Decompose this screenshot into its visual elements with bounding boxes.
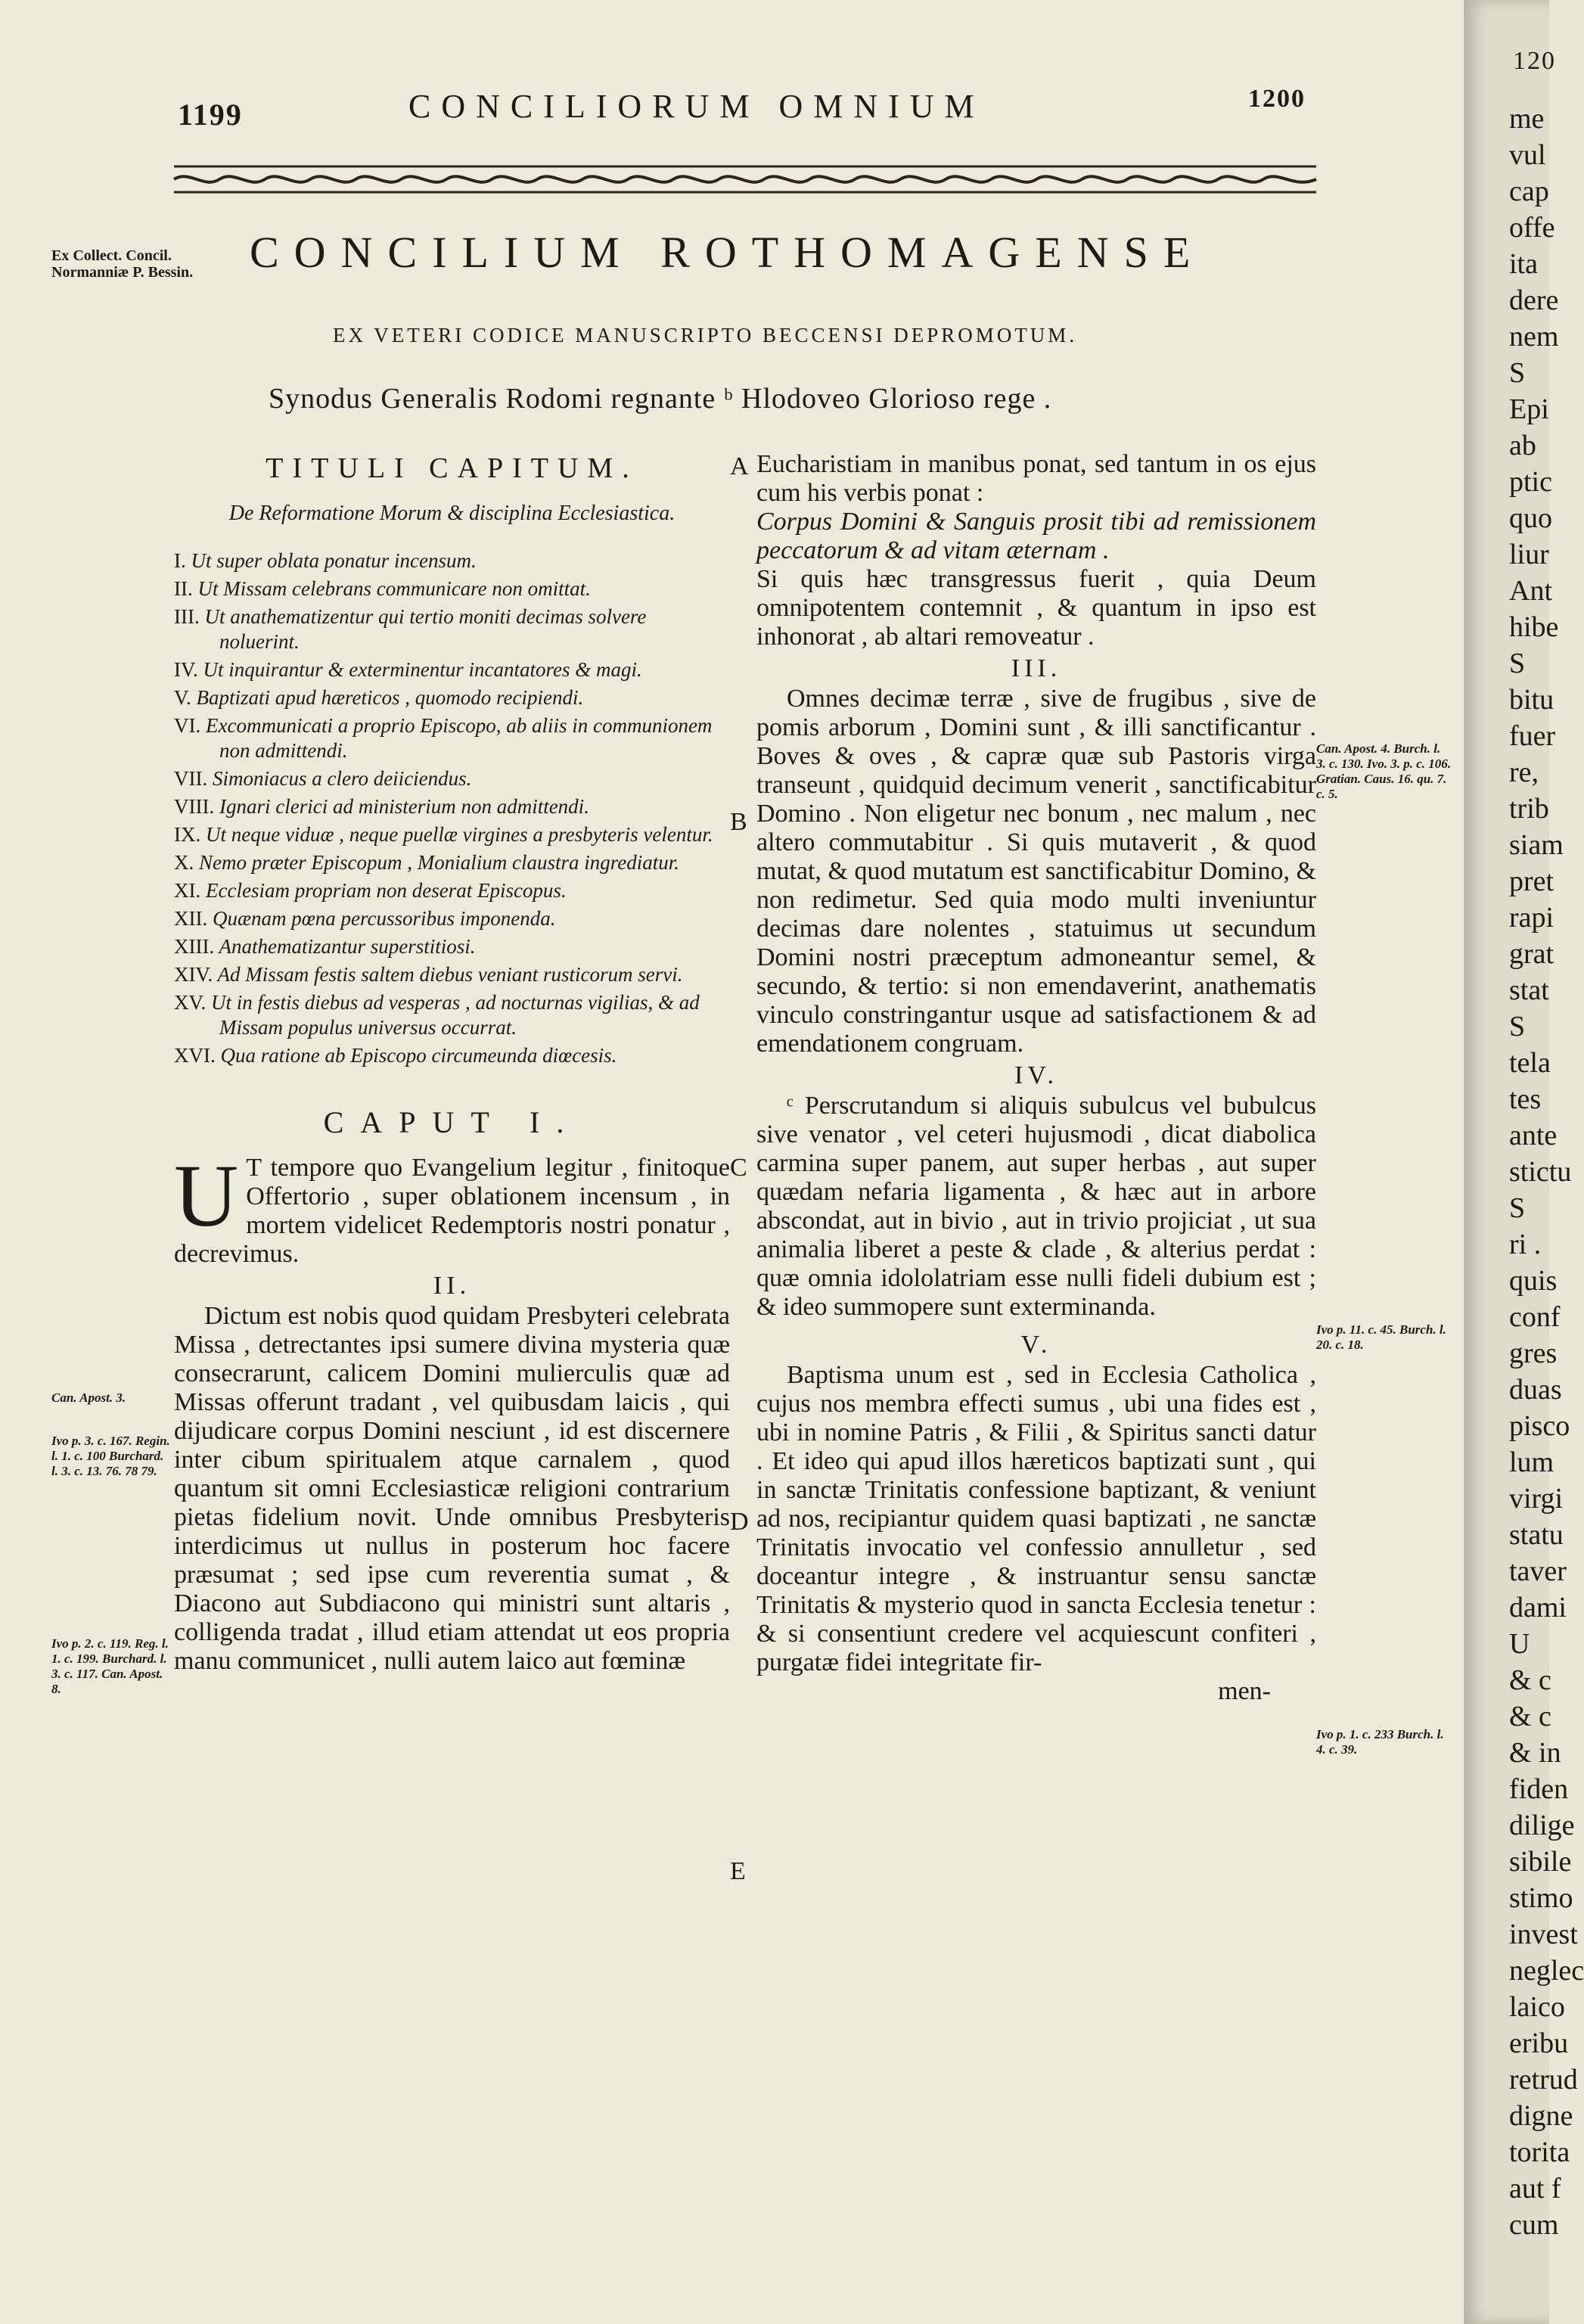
tituli-item [174, 906, 730, 931]
facing-page-fragment: retrud [1509, 2064, 1578, 2096]
facing-page-fragment: S [1509, 357, 1526, 389]
facing-page-fragment: quis [1509, 1265, 1558, 1297]
margin-note-right: Ivo p. 1. c. 233 Burch. l. 4. c. 39. [1316, 1727, 1444, 1757]
facing-page-fragment: tela [1509, 1047, 1551, 1079]
facing-page-fragment: gres [1509, 1338, 1558, 1369]
tituli-item-number: I. [174, 549, 186, 572]
tituli-item-number: XIV. [174, 963, 213, 986]
facing-page-fragment: conf [1509, 1301, 1561, 1333]
caput-1-body: T tempore quo Evangelium legitur , finitoque Offertorio , super oblationem incensum , in mortem videlicet Redemptoris nostri ponatur , decrevimus. [174, 1154, 730, 1268]
tituli-item [174, 934, 730, 959]
section-marker-c: C [730, 1154, 747, 1182]
margin-note-left: Ivo p. 3. c. 167. Regin. l. 1. c. 100 Burchard. l. 3. c. 13. 76. 78 79. [51, 1434, 170, 1478]
tituli-item-number: IV. [174, 658, 198, 681]
facing-page-fragment: stimo [1509, 1882, 1573, 1914]
facing-page-fragment: S [1509, 1011, 1526, 1042]
facing-page-fragment: ante [1509, 1120, 1558, 1151]
section-marker-b: B [730, 808, 747, 836]
tituli-item [174, 962, 730, 987]
facing-page-edge [1464, 0, 1584, 2324]
facing-page-fragment: ptic [1509, 466, 1552, 498]
facing-page-fragment: quo [1509, 502, 1552, 534]
facing-page-fragment: & c [1509, 1701, 1551, 1732]
facing-page-fragment: sibile [1509, 1846, 1572, 1878]
tituli-item-text: Ut super oblata ponatur incensum. [191, 549, 477, 572]
chapter-5-text: Baptisma unum est , sed in Ecclesia Catholica , cujus nos membra effecti sumus , ubi una fides est , ubi in nomine Patris , & Filii , & Spiritus sancti datur . Et ideo qui apud illos hæreticos baptizati sunt , qui in sanctæ Trinitatis confessione baptizant, & veniunt ad nos, recipiantur quidem quasi baptizati , ne sanctæ Trinitatis invocatio vel confessio annulletur , sed doceantur integre , & instruantur sensu sanctæ Trinitatis & mysterio quod in sancta Ecclesia tenetur : & si consentiunt credere vel acquiescunt confiteri , purgatæ fidei integritate fir- [756, 1361, 1316, 1676]
caput-1-text [174, 1146, 730, 1269]
tituli-item-number: XI. [174, 879, 201, 902]
facing-page-fragment: S [1509, 1192, 1526, 1224]
continuation-formula: Corpus Domini & Sanguis prosit tibi ad remissionem peccatorum & ad vitam æternam . [756, 508, 1316, 564]
facing-page-fragment: pret [1509, 865, 1554, 897]
facing-page-fragment: ab [1509, 430, 1536, 461]
facing-page-fragment: offe [1509, 212, 1555, 244]
chapter-4-number: IV. [1014, 1061, 1058, 1089]
facing-page-fragment: bitu [1509, 684, 1554, 716]
margin-note-left: Ivo p. 2. c. 119. Reg. l. 1. c. 199. Burchard. l. 3. c. 117. Can. Apost. 8. [51, 1636, 169, 1696]
tituli-item-number: VI. [174, 714, 201, 737]
facing-page-fragment: torita [1509, 2136, 1570, 2168]
facing-page-fragment: nem [1509, 321, 1559, 353]
facing-page-fragment: U [1509, 1628, 1530, 1660]
facing-page-fragment: me [1509, 103, 1545, 135]
chapter-2-text: Dictum est nobis quod quidam Presbyteri celebrata Missa , detrectantes ipsi sumere divina mysteria quæ consecrarunt, calicem Domini mulierculis quæ ad Missas offerunt tradant , vel quibusdam laicis , qui dijudicare corpus Domini nesciunt , id est discernere inter cibum spiritualem atque carnalem , quod quantum sit omni Ecclesiasticæ religioni contrarium pietas fidelium novit. Unde omnibus Presbyteris interdicimus ut nullus in posterum hoc facere præsumat ; sed ipse cum reverentia sumat , & Diacono aut Subdiacono qui ministri sunt altaris , colligenda tradat , illud etiam attendat ut eos propria manu communicet , nulli autem laico aut fœminæ [174, 1302, 730, 1675]
tituli-item-number: III. [174, 605, 200, 628]
tituli-item-text: Quænam pœna percussoribus imponenda. [212, 907, 556, 930]
facing-page-fragment: & in [1509, 1737, 1561, 1769]
catchword: men- [1218, 1677, 1271, 1705]
facing-page-fragment: pisco [1509, 1410, 1570, 1442]
tituli-item [174, 850, 730, 875]
facing-page-number: 120 [1513, 47, 1556, 75]
chapter-5-number: V. [1020, 1331, 1052, 1359]
facing-page-fragment: rapi [1509, 902, 1554, 934]
facing-page-fragment: & c [1509, 1664, 1551, 1696]
facing-page-fragment: ri . [1509, 1229, 1542, 1260]
tituli-item-number: VIII. [174, 795, 215, 818]
facing-page-fragment: eribu [1509, 2027, 1569, 2059]
facing-page-fragment: aut f [1509, 2173, 1561, 2204]
margin-note-right: Can. Apost. 4. Burch. l. 3. c. 130. Ivo. 3. p. c. 106. Gratian. Caus. 16. qu. 7. c. 5. [1316, 741, 1452, 801]
tituli-item-text: Simoniacus a clero deiiciendus. [212, 767, 472, 790]
facing-page-fragment: invest [1509, 1919, 1578, 1950]
chapter-4-text: ᶜ Perscrutandum si aliquis subulcus vel bubulcus sive venator , vel ceteri hujusmodi , dicat diabolica carmina super panem, aut super herbas , aut super quædam nefaria ligamenta , & hæc aut in arbore abscondat, aut in bivio , aut in trivio projiciat , ut sua animalia liberet a peste & clade , & alterius perdat : quæ omnia idololatriam esse nulli fideli dubium est ; & ideo summopere sunt exterminanda. [756, 1092, 1316, 1321]
facing-page-fragment: hibe [1509, 611, 1559, 643]
tituli-item-text: Qua ratione ab Episcopo circumeunda diœcesis. [220, 1044, 617, 1067]
tituli-item [174, 657, 730, 682]
tituli-item-text: Ad Missam festis saltem diebus veniant rusticorum servi. [217, 963, 683, 986]
facing-page-fragment: liur [1509, 539, 1549, 570]
facing-page-fragment: cum [1509, 2209, 1559, 2241]
facing-page-fragment: dere [1509, 284, 1559, 316]
council-title: CONCILIUM ROTHOMAGENSE [250, 228, 1206, 277]
tituli-item-text: Excommunicati a proprio Episcopo, ab aliis in communionem non admittendi. [206, 714, 713, 762]
continuation-text: Eucharistiam in manibus ponat, sed tantum in os ejus cum his verbis ponat : [756, 450, 1316, 507]
facing-page-fragment: cap [1509, 176, 1549, 207]
right-column [756, 450, 1316, 1706]
tituli-item [174, 604, 730, 654]
facing-page-fragment: statu [1509, 1519, 1564, 1551]
facing-page-fragment: S [1509, 648, 1526, 679]
facing-page-fragment: dami [1509, 1592, 1567, 1623]
council-subtitle: EX VETERI CODICE MANUSCRIPTO BECCENSI DEPROMOTUM. [333, 324, 1078, 346]
tituli-item [174, 878, 730, 903]
tituli-item [174, 713, 730, 763]
facing-page-fragment: lum [1509, 1446, 1554, 1478]
tituli-item-number: XVI. [174, 1044, 216, 1067]
facing-page-fragment: Epi [1509, 393, 1549, 425]
tituli-item-number: II. [174, 577, 193, 600]
facing-page-fragment: vul [1509, 139, 1546, 171]
chapter-2-number: II. [433, 1272, 471, 1300]
margin-note-right: Ivo p. 11. c. 45. Burch. l. 20. c. 18. [1316, 1322, 1446, 1352]
page-number-right: 1200 [1248, 85, 1306, 113]
continuation-text-2: Si quis hæc transgressus fuerit , quia Deum omnipotentem contemnit , & quantum in ipso est inhonorat , ab altari removeatur . [756, 565, 1316, 651]
tituli-item [174, 822, 730, 847]
tituli-item-number: XIII. [174, 935, 215, 958]
section-marker-a: A [730, 452, 749, 480]
tituli-item-text: Ut anathematizentur qui tertio moniti decimas solvere noluerint. [204, 605, 647, 653]
tituli-item [174, 548, 730, 573]
tituli-item-text: Nemo præter Episcopum , Monialium claustra ingrediatur. [199, 851, 679, 874]
facing-page-fragment: stat [1509, 974, 1549, 1006]
section-marker-e: E [730, 1857, 746, 1885]
tituli-item-number: XV. [174, 991, 207, 1014]
tituli-item-number: XII. [174, 907, 208, 930]
tituli-item [174, 794, 730, 819]
facing-page-fragment: duas [1509, 1374, 1562, 1406]
tituli-item [174, 1043, 730, 1068]
facing-page-fragment: fuer [1509, 720, 1556, 752]
facing-page-fragment: stictu [1509, 1156, 1572, 1188]
tituli-heading: TITULI CAPITUM. [266, 452, 638, 484]
tituli-item-number: V. [174, 686, 191, 709]
tituli-item [174, 990, 730, 1040]
section-marker-d: D [730, 1508, 749, 1536]
facing-page-fragment: ita [1509, 248, 1538, 280]
running-title: CONCILIORUM OMNIUM [408, 88, 985, 125]
facing-page-fragment: siam [1509, 829, 1564, 861]
facing-page-fragment: virgi [1509, 1483, 1564, 1515]
tituli-item-text: Anathematizantur superstitiosi. [219, 935, 476, 958]
tituli-intro: De Reformatione Morum & disciplina Ecclesiastica. [228, 502, 676, 525]
facing-page-fragment: fiden [1509, 1773, 1569, 1805]
tituli-item-number: X. [174, 851, 194, 874]
tituli-item-text: Ut Missam celebrans communicare non omittat. [197, 577, 591, 600]
caput-heading: CAPUT I. [323, 1105, 581, 1139]
tituli-list [174, 548, 730, 1068]
margin-note-left: Can. Apost. 3. [51, 1390, 126, 1405]
facing-page-fragment: taver [1509, 1555, 1567, 1587]
facing-page-fragment: neglec [1509, 1955, 1584, 1987]
tituli-item [174, 576, 730, 601]
facing-page-fragment: grat [1509, 938, 1554, 970]
facing-page-fragment: Ant [1509, 575, 1552, 607]
tituli-item-text: Ut inquirantur & exterminentur incantatores & magi. [203, 658, 642, 681]
tituli-item-text: Ut in festis diebus ad vesperas , ad nocturnas vigilias, & ad Missam populus universus occurrat. [211, 991, 700, 1039]
tituli-item-text: Ignari clerici ad ministerium non admittendi. [219, 795, 589, 818]
page-number-left: 1199 [178, 98, 243, 132]
tituli-item [174, 766, 730, 791]
facing-page-fragment: trib [1509, 793, 1549, 825]
facing-page-fragment: dilige [1509, 1810, 1575, 1841]
tituli-item-text: Ut neque viduæ , neque puellæ virgines a presbyteris velentur. [206, 823, 713, 846]
tituli-item-text: Baptizati apud hæreticos , quomodo recipiendi. [196, 686, 584, 709]
chapter-3-number: III. [1011, 654, 1062, 682]
facing-page-fragment: laico [1509, 1991, 1565, 2023]
ornamental-border [174, 160, 1316, 198]
synodus-line: Synodus Generalis Rodomi regnante ᵇ Hlodoveo Glorioso rege . [269, 383, 1052, 415]
facing-page-fragment: tes [1509, 1083, 1542, 1115]
tituli-item-number: IX. [174, 823, 201, 846]
tituli-item [174, 685, 730, 710]
chapter-3-text: Omnes decimæ terræ , sive de frugibus , sive de pomis arborum , Domini sunt , & illi sanctificantur . Boves & oves , & capræ quæ sub Pastoris virga transeunt , quidquid decimum venerit , sanctificabitur Domino . Non eligetur nec bonum , nec malum , nec altero commutabitur . Si quis mutaverit , & quod mutat, & quod mutatum est sanctificabitur Domino, & non redimetur. Sed quia modo multi inveniuntur decimas dare nolentes , statuimus ut secundum Domini nostri præceptum admoneantur semel, & secundo, & tertio: si non emendaverint, anathematis vinculo constringantur usque ad satisfactionem & ad emendationem congruam. [756, 685, 1316, 1058]
left-column [174, 452, 730, 1676]
facing-page-fragment: digne [1509, 2100, 1573, 2132]
drop-cap: U [174, 1146, 239, 1245]
facing-page-fragment: re, [1509, 757, 1539, 788]
tituli-item-text: Ecclesiam propriam non deserat Episcopus. [206, 879, 567, 902]
tituli-item-number: VII. [174, 767, 208, 790]
source-note: Ex Collect. Concil. Normanniæ P. Bessin. [51, 247, 194, 281]
